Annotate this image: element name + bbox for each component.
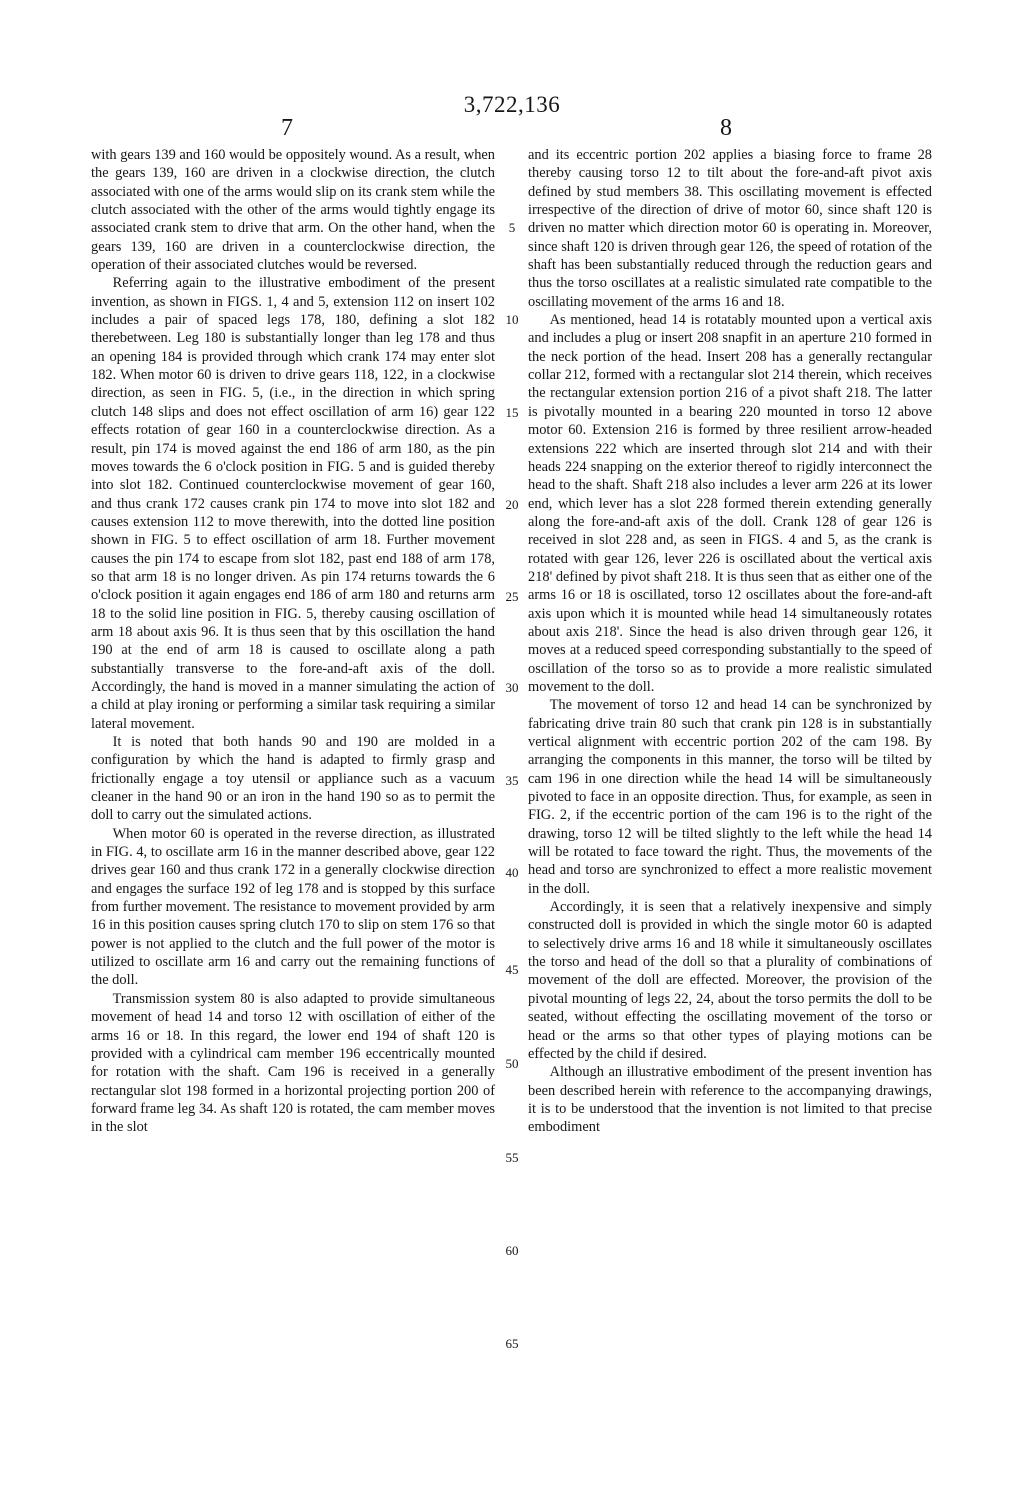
line-number: 15: [505, 405, 519, 420]
right-column: [528, 146, 932, 1137]
line-number: 55: [505, 1150, 519, 1165]
paragraph: with gears 139 and 160 would be oppositely wound. As a result, when the gears 139, 160 are driven in a clockwise direction, the clutch associated with one of the arms would slip on its crank stem while the clutch associated with the other of the arms would tightly engage its associated crank stem to drive that arm. On the other hand, when the gears 139, 160 are driven in a counterclockwise direction, the operation of their associated clutches would be reversed.: [91, 147, 495, 274]
paragraph: As mentioned, head 14 is rotatably mounted upon a vertical axis and includes a plug or insert 208 snapfit in an aperture 210 formed in the neck portion of the head. Insert 208 has a generally rectangular collar 212, formed with a rectangular slot 214 therein, which receives the rectangular extension portion 216 of a pivot shaft 218. The latter is pivotally mounted in a bearing 220 mounted in torso 12 above motor 60. Extension 216 is formed by three resilient arrow-headed extensions 222 which are inserted through slot 214 and with their heads 224 snapping on the exterior thereof to rigidly interconnect the head to the shaft. Shaft 218 also includes a lever arm 226 at its lower end, which lever has a slot 228 formed therein extending generally along the fore-and-aft axis of the doll. Crank 128 of gear 126 is received in slot 228 and, as seen in FIGS. 4 and 5, as the crank is rotated with gear 126, lever 226 is oscillated about the vertical axis 218' defined by pivot shaft 218. It is thus seen that as either one of the arms 16 or 18 is oscillated, torso 12 oscillates about the fore-and-aft axis upon which it is mounted while head 14 simultaneously rotates about axis 218'. Since the head is also driven through gear 126, it moves at a reduced speed corresponding substantially to the speed of oscillation of the torso so as to provide a more realistic simulated movement to the doll.: [528, 312, 932, 695]
line-number: 65: [505, 1336, 519, 1351]
patent-number: 3,722,136: [463, 92, 561, 117]
line-number: 10: [505, 312, 519, 327]
paragraph: It is noted that both hands 90 and 190 are molded in a configuration by which the hand is adapted to firmly grasp and frictionally engage a toy utensil or appliance such as a vacuum cleaner in the hand 90 or an iron in the hand 190 so as to permit the doll to carry out the simulated actions.: [91, 734, 495, 824]
line-number: 45: [505, 962, 519, 977]
paragraph: When motor 60 is operated in the reverse direction, as illustrated in FIG. 4, to oscillate arm 16 in the manner described above, gear 122 drives gear 160 and thus crank 172 in a generally clockwise direction and engages the surface 192 of leg 178 and is stopped by this surface from further movement. The resistance to movement provided by arm 16 in this position causes spring clutch 170 to slip on stem 176 so that power is not applied to the clutch and the full power of the motor is utilized to oscillate arm 16 and carry out the remaining functions of the doll.: [91, 825, 495, 989]
paragraph: Although an illustrative embodiment of the present invention has been described herein with reference to the accompanying drawings, it is to be understood that the invention is not limited to that precise embodiment: [528, 1064, 932, 1136]
paragraph: Accordingly, it is seen that a relatively inexpensive and simply constructed doll is provided in which the single motor 60 is adapted to selectively drive arms 16 and 18 while it simultaneously oscillates the torso and head of the doll so that a plurality of combinations of movement of the doll are effected. Moreover, the provision of the pivotal mounting of legs 22, 24, about the torso permits the doll to be seated, without effecting the oscillating movement of the torso or head or the arms so that other types of playing motions can be effected by the child if desired.: [528, 899, 932, 1062]
line-number: 30: [505, 680, 519, 695]
line-number: 25: [505, 589, 519, 604]
line-number: 50: [505, 1056, 519, 1071]
line-number: 40: [505, 865, 519, 880]
left-page-number: 7: [281, 115, 293, 141]
paragraph: Referring again to the illustrative embodiment of the present invention, as shown in FIGS. 1, 4 and 5, extension 112 on insert 102 includes a pair of spaced legs 178, 180, defining a slot 182 therebetween. Leg 180 is substantially longer than leg 178 and thus an opening 184 is provided through which crank 174 may enter slot 182. When motor 60 is driven to drive gears 118, 122, in a clockwise direction, as seen in FIG. 5, (i.e., in the direction in which spring clutch 148 slips and does not effect oscillation of arm 16) gear 122 effects rotation of gear 160 in a counterclockwise direction. As a result, pin 174 is moved against the end 186 of arm 180, as the pin moves towards the 6 o'clock position in FIG. 5 and is guided thereby into slot 182. Continued counterclockwise movement of gear 160, and thus crank 172 causes crank pin 174 to move into slot 182 and causes extension 112 to move therewith, into the dotted line position shown in FIG. 5 to effect oscillation of arm 18. Further movement causes the pin 174 to escape from slot 182, past end 188 of arm 178, so that arm 18 is no longer driven. As pin 174 returns towards the 6 o'clock position it again engages end 186 of arm 180 and returns arm 18 to the solid line position in FIG. 5, thereby causing oscillation of arm 18 about axis 96. It is thus seen that by this oscillation the hand 190 at the end of arm 18 is caused to oscillate along a path substantially transverse to the fore-and-aft axis of the doll. Accordingly, the hand is moved in a manner simulating the action of a child at play ironing or performing a similar task requiring a similar lateral movement.: [91, 275, 495, 732]
line-number: 60: [505, 1243, 519, 1258]
line-number: 5: [508, 220, 516, 235]
right-page-number: 8: [720, 115, 732, 141]
paragraph: The movement of torso 12 and head 14 can be synchronized by fabricating drive train 80 such that crank pin 128 is in substantially vertical alignment with eccentric portion 202 of the cam 198. By arranging the components in this manner, the torso will be tilted by cam 196 in one direction while the head 14 will be simultaneously pivoted to face in an opposite direction. Thus, for example, as seen in FIG. 2, if the eccentric portion of the cam 196 is to the right of the drawing, torso 12 will be tilted slightly to the left while the head 14 will be rotated to face toward the right. Thus, the movements of the head and torso are synchronized to effect a more realistic movement in the doll.: [528, 697, 932, 897]
paragraph: Transmission system 80 is also adapted to provide simultaneous movement of head 14 and torso 12 with oscillation of either of the arms 16 or 18. In this regard, the lower end 194 of shaft 120 is provided with a cylindrical cam member 196 eccentrically mounted for rotation with the shaft. Cam 196 is received in a generally rectangular slot 198 formed in a horizontal projecting portion 200 of forward frame leg 34. As shaft 120 is rotated, the cam member moves in the slot: [91, 990, 495, 1136]
left-column: [91, 146, 495, 1137]
line-number: 35: [505, 773, 519, 788]
paragraph: and its eccentric portion 202 applies a biasing force to frame 28 thereby causing torso 12 to tilt about the fore-and-aft pivot axis defined by stud members 38. This oscillating movement is effected irrespective of the direction of drive of motor 60, since shaft 120 is driven no matter which direction motor 60 is operating in. Moreover, since shaft 120 is driven through gear 126, the speed of rotation of the shaft has been substantially reduced through the reduction gears and thus the torso oscillates at a realistic simulated rate compatible to the oscillating movement of the arms 16 and 18.: [528, 147, 932, 310]
line-number: 20: [505, 497, 519, 512]
